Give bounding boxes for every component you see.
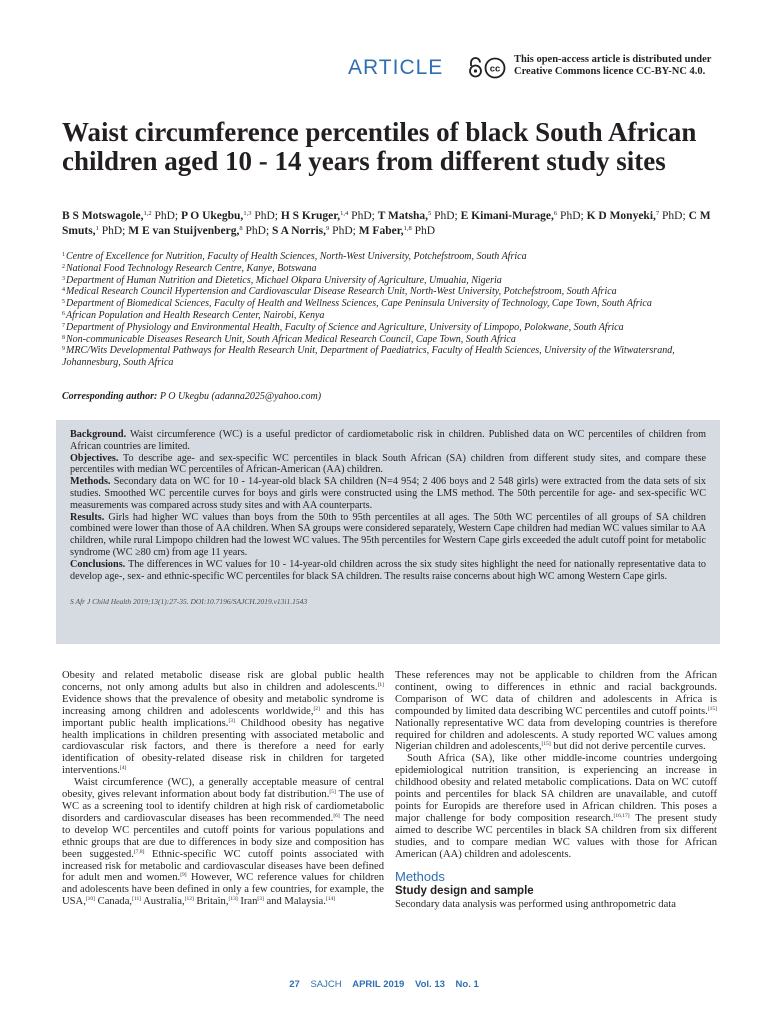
body-text: but did not derive percentile curves. (550, 741, 706, 753)
author-affiliation-ref: 1,8 (403, 225, 412, 232)
body-text: Ethnic-specific WC cutoff points associated with increased risk for metabolic and cardiovascular diseases have been defined for adult men and women. (62, 848, 384, 884)
abstract-section-label: Methods. (70, 476, 111, 488)
subsection-heading-study-design: Study design and sample (395, 884, 534, 897)
citation-ref: [2] (313, 705, 320, 712)
abstract-section-label: Results. (70, 511, 105, 523)
page-footer (0, 979, 768, 990)
abstract-section-text: The differences in WC values for 10 - 14-year-old children across the six study sites highlight the need for nationally representative data to develop age-, sex- and ethnic-specific WC percentiles for black SA children. The results raise concerns about high WC among Western Cape girls. (70, 558, 706, 582)
citation-ref: [3] (257, 896, 264, 903)
body-text: Australia, (141, 896, 185, 908)
affiliation-number: 2 (62, 263, 65, 270)
abstract-box (56, 420, 720, 644)
citation-ref: [10] (85, 896, 96, 903)
author-degree: PhD; (242, 225, 273, 237)
corresponding-author (62, 391, 712, 402)
license-line-1: This open-access article is distributed under (514, 54, 712, 65)
citation-ref: [12] (184, 896, 194, 903)
body-column-right (395, 670, 717, 910)
author-degree: PhD; (431, 210, 461, 222)
body-text: Nationally representative WC data from developing countries is therefore required for children and adolescents. A study reported WC values among Nigerian children and adolescents, (395, 717, 717, 753)
citation-ref: [3] (228, 717, 235, 724)
citation-ref: [16,17] (613, 812, 630, 819)
citation-ref: [5] (329, 789, 336, 796)
methods-paragraph: Secondary data analysis was performed using anthropometric data (395, 898, 676, 910)
author-name: E Kimani-Murage, (460, 210, 554, 222)
citation-ref: [15] (707, 705, 717, 712)
abstract-section (70, 429, 706, 453)
citation-ref: [4] (119, 765, 127, 772)
author-degree: PhD; (557, 210, 587, 222)
abstract-section-text: Girls had higher WC values than boys from the 50th to 95th percentiles at all ages. The 50th WC percentiles of all groups of SA children combined were lower than those of AA children. When SA groups were considered separately, Western Cape children had median WC values similar to AA children, while rural Limpopo children had the lowest WC values. The 95th percentiles for Western Cape girls exceeded the adult cutoff point for metabolic syndrome (WC ≥80 cm) from age 11 years. (70, 511, 706, 558)
author-degree: PhD; (659, 210, 689, 222)
volume: Vol. 13 (414, 979, 445, 990)
affiliation-number: 3 (62, 275, 65, 282)
author-affiliation-ref: 1 (95, 225, 99, 232)
body-text: South Africa (SA), like other middle-income countries undergoing epidemiological nutrition transition, is experiencing an increase in childhood obesity and related metabolic complications. Data on WC cutoff points and percentiles for black SA children are unavailable, and cutoff points for Europids are therefore used in African children. This poses a major challenge for body composition research. (395, 753, 717, 824)
affiliation-number: 6 (62, 310, 65, 317)
abstract-section-text: Secondary data on WC for 10 - 14-year-old black SA children (N=4 954; 2 406 boys and 2 548 girls) were extracted from the data sets of six studies. Smoothed WC percentile curves for boys and girls were constructed using the LMS method. The 50th percentile for age- and sex-specific WC measurements was compared across study sites and with AA counterparts. (70, 476, 706, 511)
affiliation-text: Department of Human Nutrition and Dietetics, Michael Okpara University of Agriculture, Umuahia, Nigeria (66, 274, 502, 286)
body-text: Childhood obesity has negative health implications in children presenting with associated metabolic and cardiovascular risk factors, and there is therefore a need for early identification of obesity-related disease risk in children for targeted interventions. (62, 717, 384, 777)
journal-abbrev: SAJCH (310, 979, 342, 990)
body-paragraph (62, 777, 384, 908)
author-affiliation-ref: 5 (427, 210, 432, 217)
author-name: S A Norris, (272, 225, 327, 237)
citation-ref: [15] (541, 741, 551, 748)
author-degree: PhD (411, 225, 436, 237)
affiliation-text: Department of Physiology and Environmental Health, Faculty of Science and Agriculture, University of Limpopo, Polokwane, South Africa (66, 321, 624, 333)
author-name: K D Monyeki, (586, 210, 656, 222)
author-name: M Faber, (358, 225, 404, 237)
affiliation-number: 5 (62, 299, 65, 306)
body-text: These references may not be applicable to children from the African continent, owing to differences in ethnic and racial backgrounds. Comparison of WC data of children and adolescents in Africa is compounded by limited data describing WC percentiles and cutoff points. (395, 670, 717, 717)
citation-ref: [11] (132, 896, 142, 903)
affiliation-item (62, 322, 712, 334)
article-title: Waist circumference percentiles of black South African children aged 10 - 14 years from different study sites (62, 117, 697, 176)
body-text: and Malaysia. (263, 896, 326, 908)
abstract-section-text: Waist circumference (WC) is a useful predictor of cardiometabolic risk in children. Published data on WC percentiles of children from African countries are limited. (70, 429, 706, 452)
citation-ref: [14] (325, 896, 336, 903)
affiliation-text: African Population and Health Research Center, Nairobi, Kenya (66, 309, 325, 321)
author-name: H S Kruger, (280, 210, 341, 222)
body-column-left (62, 670, 384, 908)
page-number: 27 (289, 979, 300, 990)
citation-ref: [13] (228, 896, 238, 903)
body-text: Obesity and related metabolic disease risk are global public health concerns, not only among adults but also in children and adolescents. (62, 670, 384, 693)
abstract-section-label: Background. (70, 429, 127, 440)
author-name: T Matsha, (377, 210, 428, 222)
citation-ref: [1] (377, 681, 384, 688)
license-notice (514, 54, 754, 78)
cc-license-icon (486, 59, 505, 78)
corresponding-author-text: P O Ukegbu (adanna2025@yahoo.com) (157, 391, 322, 402)
body-text: The present study aimed to describe WC percentiles in black SA children from six different studies, and to compare median WC values with those for African American (AA) children and adolescents. (395, 812, 718, 860)
author-affiliation-ref: 1,4 (340, 210, 349, 217)
license-line-2: Creative Commons licence CC-BY-NC 4.0. (514, 66, 706, 77)
author-degree: PhD; (151, 210, 181, 222)
abstract-section (70, 559, 706, 583)
affiliation-item (62, 334, 712, 346)
affiliation-text: Department of Biomedical Sciences, Faculty of Health and Wellness Sciences, Cape Peninsula University of Technology, Cape Town, South Africa (66, 298, 652, 310)
author-name: M E van Stuijvenberg, (128, 225, 240, 237)
svg-text:cc: cc (489, 63, 501, 75)
body-text: and this has important public health implications. (62, 705, 384, 729)
abstract-section-label: Objectives. (70, 452, 119, 464)
abstract-sections (70, 429, 706, 582)
affiliation-number: 8 (62, 334, 65, 341)
affiliation-text: MRC/Wits Developmental Pathways for Health Research Unit, Department of Paediatrics, Faculty of Health Sciences, University of the Witwatersrand, Johannesburg, South Africa (62, 345, 675, 369)
affiliation-number: 1 (62, 252, 65, 258)
author-degree: PhD; (251, 210, 281, 222)
abstract-section-text: To describe age- and sex-specific WC percentiles in black South African (SA) children from different study sites, and compare these percentiles with median WC percentiles of African-American (AA) children. (70, 452, 706, 476)
affiliation-text: National Food Technology Research Centre, Kanye, Botswana (66, 262, 317, 274)
body-text: Evidence shows that the prevalence of obesity and metabolic syndrome is increasing among children and adolescents worldwide, (62, 693, 384, 717)
affiliation-item (62, 286, 712, 298)
issue-date: APRIL 2019 (352, 979, 405, 990)
author-affiliation-ref: 1,2 (143, 210, 152, 217)
affiliation-number: 7 (62, 322, 65, 329)
body-text: Britain, (193, 896, 229, 908)
body-column-right-paragraphs (395, 670, 717, 861)
affiliation-number: 4 (62, 287, 65, 294)
section-heading-methods: Methods (395, 868, 445, 884)
citation-line: S Afr J Child Health 2019;13(1):27-35. DOI:10.7196/SAJCH.2019.v13i1.1543 (70, 597, 308, 607)
author-affiliation-ref: 9 (326, 225, 330, 232)
affiliation-text: Medical Research Council Hypertension and Cardiovascular Disease Research Unit, North-West University, Potchefstroom, South Africa (66, 286, 617, 298)
affiliation-item (62, 263, 712, 275)
author-list (62, 209, 712, 239)
body-text: Canada, (95, 896, 133, 908)
body-text: Waist circumference (WC), a generally acceptable measure of central obesity, gives relevant information about body fat distribution. (62, 777, 384, 801)
body-text: The use of WC as a screening tool to identify children at high risk of cardiometabolic disorders and cardiovascular diseases has been recommended. (62, 789, 384, 824)
author-affiliation-ref: 7 (655, 210, 660, 217)
abstract-section-label: Conclusions. (70, 558, 126, 570)
affiliation-number: 9 (62, 346, 65, 353)
author-degree: PhD; (348, 210, 378, 222)
author-affiliation-ref: 6 (553, 210, 558, 217)
corresponding-author-label: Corresponding author: (62, 391, 158, 402)
body-paragraph (395, 753, 717, 860)
open-access-icon (470, 58, 481, 77)
body-paragraph (62, 670, 384, 777)
body-paragraph (395, 670, 717, 753)
abstract-section (70, 476, 706, 511)
article-type-label: ARTICLE (348, 56, 444, 79)
author-affiliation-ref: 1,3 (243, 210, 252, 217)
abstract-section (70, 512, 706, 559)
affiliation-list (62, 251, 712, 369)
affiliation-item (62, 310, 712, 322)
author-name: B S Motswagole, (62, 210, 144, 222)
body-text: Iran (237, 896, 258, 908)
affiliation-item (62, 345, 712, 369)
body-text: The need to develop WC percentiles and cutoff points for various populations and ethnic groups that are due to differences in body size and composition has been suggested. (62, 812, 384, 860)
affiliation-text: Non-communicable Diseases Research Unit, South African Medical Research Council, Cape Town, South Africa (66, 333, 516, 345)
affiliation-item (62, 275, 712, 287)
creative-commons-icon (467, 56, 507, 80)
affiliation-item (62, 298, 712, 310)
author-degree: PhD; (98, 225, 129, 237)
author-affiliation-ref: 8 (239, 225, 243, 232)
issue-number: No. 1 (455, 979, 479, 990)
citation-ref: [7,8] (133, 848, 145, 855)
affiliation-item (62, 251, 712, 263)
citation-ref: [6] (333, 812, 340, 819)
author-name: C M Smuts, (62, 210, 711, 237)
abstract-section (70, 453, 706, 477)
author-degree: PhD; (329, 225, 359, 237)
citation-ref: [9] (180, 872, 187, 879)
author-name: P O Ukegbu, (181, 210, 244, 222)
body-text: However, WC reference values for children and adolescents have been defined in only a few countries, for example, the USA, (62, 872, 384, 908)
affiliation-text: Centre of Excellence for Nutrition, Faculty of Health Sciences, North-West University, Potchefstroom, South Africa (66, 251, 527, 262)
